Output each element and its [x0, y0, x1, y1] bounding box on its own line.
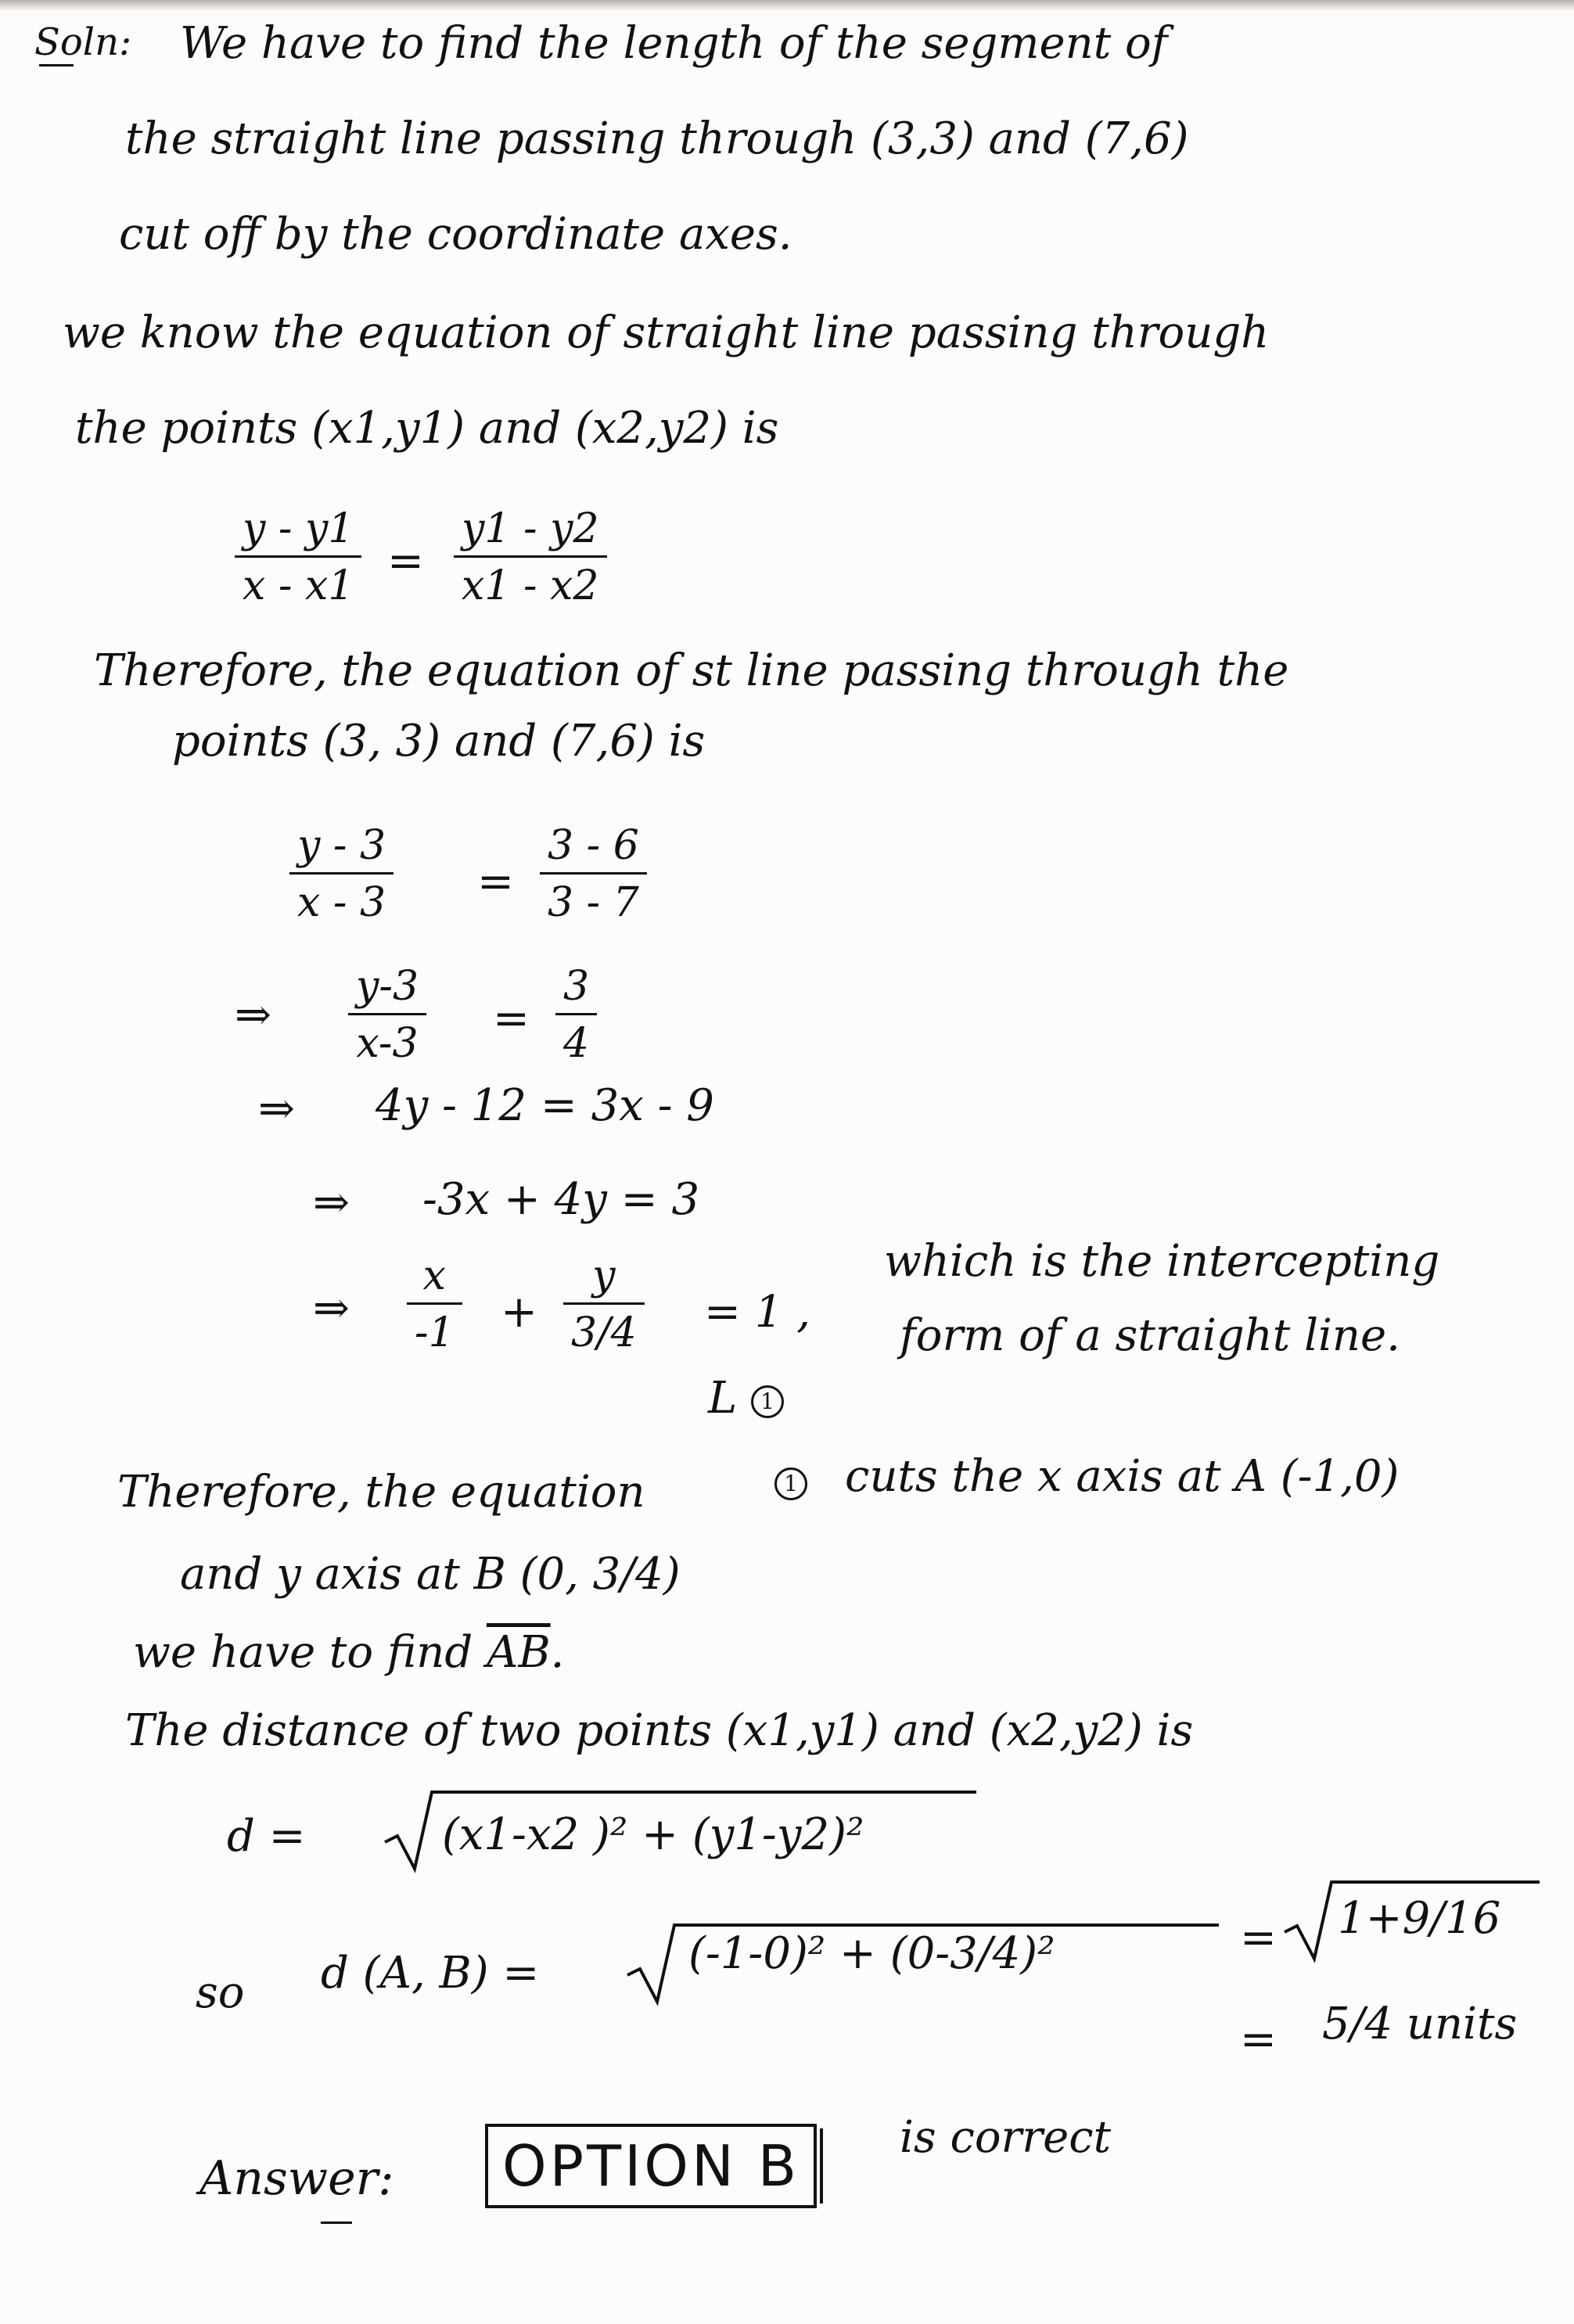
answer-tail: is correct — [900, 2112, 1112, 2163]
step1-rhs-denominator: 3 - 7 — [548, 879, 639, 926]
step5-note-line-1: which is the intercepting — [884, 1236, 1440, 1287]
intercepts-line-3 — [133, 1627, 565, 1678]
step2-lhs-denominator: x-3 — [356, 1020, 419, 1067]
general-rhs-fraction — [454, 505, 607, 609]
step2-lhs-numerator: y-3 — [356, 963, 419, 1010]
so-label: so — [196, 1967, 245, 2018]
step5-plus: + — [501, 1287, 537, 1338]
step3-equation: 4y - 12 = 3x - 9 — [376, 1080, 714, 1131]
distance-result: 5/4 units — [1322, 1999, 1518, 2049]
implies-arrow: ⇒ — [313, 1283, 350, 1334]
step1-rhs-numerator: 3 - 6 — [548, 822, 639, 869]
step2-equals: = — [493, 993, 530, 1044]
intro-line-3: cut off by the coordinate axes. — [119, 209, 792, 260]
answer-label: Answer: — [199, 2151, 394, 2206]
general-equals: = — [387, 536, 424, 587]
step2-rhs-fraction — [555, 963, 597, 1067]
specific-line-1: Therefore, the equation of st line passing through the — [94, 645, 1289, 696]
intercepts-line-3a: we have to find — [133, 1627, 473, 1678]
step5-term1-denominator: -1 — [415, 1309, 455, 1356]
intercepts-line-1b: cuts the x axis at A (-1,0) — [845, 1451, 1400, 1502]
distance-line-1: The distance of two points (x1,y1) and (x2,y2) is — [125, 1705, 1194, 1756]
general-lhs-denominator: x - x1 — [243, 562, 354, 609]
equation-tag-letter: L — [708, 1373, 738, 1424]
distance-dab: d (A, B) = — [321, 1948, 540, 1999]
distance-equals-3: = — [1240, 2014, 1277, 2065]
step5-term1-fraction — [407, 1252, 462, 1356]
solution-label: Soln: — [34, 20, 132, 64]
segment-ab: $\overline{AB}$ — [487, 1627, 551, 1678]
step1-lhs-fraction — [289, 822, 394, 926]
answer-option-box: OPTION B — [485, 2124, 817, 2208]
general-line-2: the points (x1,y1) and (x2,y2) is — [75, 403, 779, 454]
distance-equals-2: = — [1240, 1913, 1277, 1963]
step1-lhs-numerator: y - 3 — [297, 822, 386, 869]
distance-d-label: d = — [227, 1811, 306, 1862]
distance-formula: (x1-x2 )² + (y1-y2)² — [442, 1809, 864, 1860]
distance-substitution-2: 1+9/16 — [1338, 1893, 1501, 1944]
intercepts-line-3c: . — [550, 1627, 565, 1678]
intercepts-eq-ref — [774, 1459, 807, 1503]
implies-arrow: ⇒ — [235, 990, 271, 1040]
intro-line-2: the straight line passing through (3,3) and (7,6) — [125, 113, 1189, 164]
step5-note-line-2: form of a straight line. — [900, 1310, 1400, 1361]
general-rhs-numerator: y1 - y2 — [462, 505, 599, 552]
distance-substitution: (-1-0)² + (0-3/4)² — [688, 1928, 1055, 1979]
implies-arrow: ⇒ — [313, 1177, 350, 1228]
page-top-edge — [0, 0, 1574, 11]
step5-term2-numerator: y — [592, 1252, 616, 1299]
intercepts-line-1a: Therefore, the equation — [117, 1467, 645, 1518]
solution-label-underline — [39, 64, 74, 66]
equation-ref-circle: 1 — [774, 1467, 807, 1500]
general-line-1: we know the equation of straight line passing through — [63, 307, 1270, 358]
step5-term2-denominator: 3/4 — [571, 1309, 637, 1356]
implies-arrow: ⇒ — [258, 1083, 295, 1134]
step1-rhs-fraction — [540, 822, 647, 926]
step4-equation: -3x + 4y = 3 — [422, 1174, 700, 1225]
step5-term1-numerator: x — [422, 1252, 446, 1299]
equation-tag — [708, 1373, 784, 1424]
step2-rhs-denominator: 4 — [563, 1020, 590, 1067]
step5-rhs: = 1 , — [704, 1287, 810, 1338]
general-lhs-fraction — [235, 505, 361, 609]
intercepts-line-2: and y axis at B (0, 3/4) — [180, 1549, 681, 1600]
specific-line-2: points (3, 3) and (7,6) is — [172, 716, 706, 767]
step2-rhs-numerator: 3 — [563, 963, 590, 1010]
step5-term2-fraction — [563, 1252, 645, 1356]
equation-number-circle: 1 — [751, 1385, 784, 1418]
intro-line-1: We have to find the length of the segment of — [180, 18, 1168, 69]
answer-label-underline — [321, 2222, 352, 2224]
general-rhs-denominator: x1 - x2 — [462, 562, 599, 609]
general-lhs-numerator: y - y1 — [243, 505, 354, 552]
step1-equals: = — [477, 857, 514, 907]
step1-lhs-denominator: x - 3 — [297, 879, 386, 926]
step2-lhs-fraction — [348, 963, 426, 1067]
